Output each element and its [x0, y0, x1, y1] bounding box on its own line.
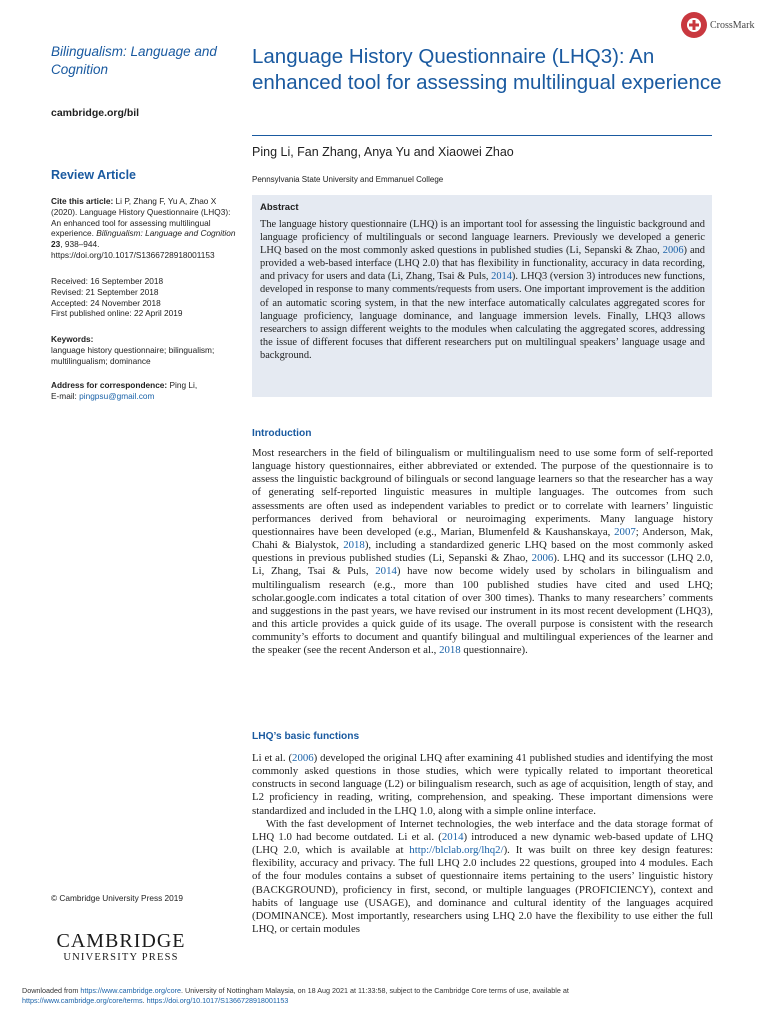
abstract-part: The language history questionnaire (LHQ) is an important tool for assessing the linguistic background and language proficiency of multilinguals or second language learners. Previously we developed a generic LHQ based on the most commonly asked questions in published studies (Li, Sepanski & Zhao,	[260, 219, 705, 257]
text-part: ), including a standardized generic LHQ based on the most commonly asked questions in previous published studies (Li, Sepanski & Zhao,	[252, 539, 713, 565]
revised-date: Revised: 21 September 2018	[51, 286, 159, 297]
journal-site[interactable]: cambridge.org/bil	[51, 107, 140, 119]
footer-link-terms[interactable]: https://www.cambridge.org/core/terms	[22, 995, 143, 1005]
affiliation: Pennsylvania State University and Emmanuel College	[252, 175, 444, 184]
footer-link-core[interactable]: https://www.cambridge.org/core	[80, 986, 182, 995]
cite-volume: 23	[51, 239, 61, 250]
journal-name: Bilingualism: Language and Cognition	[51, 44, 217, 77]
authors: Ping Li, Fan Zhang, Anya Yu and Xiaowei Zhao	[252, 145, 514, 159]
accepted-date: Accepted: 24 November 2018	[51, 297, 161, 308]
correspondence-block	[51, 380, 241, 402]
text-part: ) introduced a new dynamic web-based update of LHQ (LHQ 2.0, which is available at	[252, 830, 713, 857]
cite-pages-doi[interactable]: , 938–944. https://doi.org/10.1017/S1366728918001153	[51, 239, 215, 260]
cite-text: Li P, Zhang F, Yu A, Zhao X (2020). Language History Questionnaire (LHQ3): An enhanced tool for assessing multilingual experience.	[51, 196, 231, 239]
keywords-list: language history questionnaire; bilingualism; multilingualism; dominance	[51, 344, 215, 366]
ref-link[interactable]: 2014	[441, 830, 464, 843]
publisher-line1: CAMBRIDGE	[56, 930, 186, 952]
email-link[interactable]: pingpsu@gmail.com	[79, 390, 155, 401]
text-part: Li et al. (	[252, 752, 293, 764]
footer-link-doi[interactable]: https://doi.org/10.1017/S1366728918001153	[146, 995, 289, 1005]
crossmark-icon	[681, 12, 707, 38]
ref-link[interactable]: 2006	[292, 752, 314, 764]
dates-block	[51, 276, 241, 319]
basic-functions-body	[252, 752, 713, 936]
abstract-box	[252, 195, 712, 397]
footer-text: .	[142, 995, 147, 1005]
url-link[interactable]: http://blclab.org/lhq2/	[409, 844, 504, 857]
abstract-part: ) and provided a web-based interface (LHQ 2.0) that has flexibility in functionality, accuracy in data recording, and privacy for users and data (Li, Zhang, Tsai & Puls,	[260, 245, 706, 283]
ref-link[interactable]: 2018	[439, 644, 461, 657]
article-type: Review Article	[51, 168, 136, 182]
paragraph	[252, 752, 713, 818]
text-part: ). It was built on three key design features: flexibility, accuracy and privacy. The full LHQ 2.0 includes 22 questions, grouped into 4 modules. Each of the four modules contains a subset of questionnaire items pertaining to the users’ linguistic history (BACKGROUND), proficiency in first, second, or multiple languages (PROFICIENCY), context and habits of language use (USAGE), and dominance and cultural identity of the languages acquired (DOMINANCE). Most importantly, researchers using LHQ 2.0 have the flexibility to use either the full LHQ, or certain modules	[252, 844, 713, 936]
text-part: questionnaire).	[460, 644, 528, 657]
text-part: ) developed the original LHQ after examining 41 published studies and identifying the most commonly asked questions in those studies, which were typically related to important theoretical constructs in second language (L2) or bilingualism research, such as age of acquisition, length of stay, and L2 proficiency in reading, writing, comprehension, and speaking. These important dimensions were standardized and included in the LHQ 1.0, along with a simple online interface.	[252, 752, 713, 817]
ref-link[interactable]: 2007	[614, 525, 636, 538]
article-title: Language History Questionnaire (LHQ3): An enhanced tool for assessing multilingual experience	[252, 45, 722, 94]
ref-link[interactable]: 2006	[662, 245, 684, 257]
copyright: © Cambridge University Press 2019	[51, 893, 184, 903]
publisher-logo	[51, 930, 191, 964]
download-footer	[22, 986, 752, 1005]
keywords-block	[51, 334, 241, 366]
email-label: E-mail:	[51, 390, 80, 401]
section-heading-basic-functions: LHQ’s basic functions	[252, 731, 360, 742]
published-date: First published online: 22 April 2019	[51, 308, 183, 319]
text-part: With the fast development of Internet technologies, the web interface and the data storage format of LHQ 1.0 had become outdated. Li et al. (	[252, 817, 713, 843]
title-divider	[252, 135, 712, 136]
correspondence-label: Address for correspondence:	[51, 380, 168, 390]
received-date: Received: 16 September 2018	[51, 276, 164, 286]
footer-text: . University of Nottingham Malaysia, on 18 Aug 2021 at 11:33:58, subject to the Cambridge Core terms of use, available at	[181, 986, 569, 995]
section-heading-introduction: Introduction	[252, 428, 312, 439]
cite-label: Cite this article:	[51, 196, 114, 206]
footer-text: Downloaded from	[22, 986, 81, 995]
abstract-heading: Abstract	[260, 202, 299, 213]
ref-link[interactable]: 2018	[343, 539, 365, 552]
ref-link[interactable]: 2006	[531, 552, 554, 565]
paragraph	[252, 818, 713, 936]
abstract-text	[260, 218, 705, 362]
text-part: ; Anderson, Mak, Chahi & Bialystok,	[252, 525, 713, 552]
text-part: ) have now become widely used by scholars in bilingualism and multilingualism research (e.g., more than 100 published studies have cited and used LHQ; scholar.google.com indicates a total citation of over 300 times). Thanks to many researchers’ comments and suggestions in the past years, we have revised our instrument in its most recent development (LHQ3), and this article provides a quick guide of its usage. The overall purpose is consistent with the research community’s efforts to document and quantify bilingual and multilingual experiences of the learner and the speaker (see the recent Anderson et al.,	[252, 565, 713, 657]
ref-link[interactable]: 2014	[491, 271, 512, 283]
cite-journal: Bilingualism: Language and Cognition	[96, 228, 236, 239]
crossmark-badge[interactable]	[681, 12, 754, 38]
crossmark-label: CrossMark	[710, 19, 755, 31]
keywords-label: Keywords:	[51, 334, 94, 344]
introduction-body	[252, 447, 713, 658]
text-part: Most researchers in the field of bilingualism or multilingualism need to use some form of self-reported language history questionnaires, either abbreviated or extended. The purpose of the questionnaire is to assess the linguistic background of bilinguals or second language learners so that the researcher has a way of generating self-reported linguistic measures in multiple languages. The outcomes from such assessments are often used as independent variables to predict or to correlate with learners’ linguistic performances derived from behavioral or neuroimaging experiments. Many language history questionnaires have been developed (e.g., Marian, Blumenfeld & Kaushanskaya,	[252, 447, 713, 538]
text-part: ). LHQ and its successor (LHQ 2.0, Li, Zhang, Tsai & Puls,	[252, 552, 713, 578]
correspondence-name: Ping Li,	[167, 380, 198, 390]
paragraph	[252, 447, 713, 658]
ref-link[interactable]: 2014	[375, 565, 397, 578]
publisher-line2: UNIVERSITY PRESS	[63, 952, 179, 963]
citation-block	[51, 196, 241, 261]
abstract-part: ). LHQ3 (version 3) introduces new functions, developed in response to many comments/requests from users. One important improvement is the addition of an automatic scoring system, in that the new interface automatically calculates aggregated scores for language proficiency, language dominance, and language immersion levels. Finally, LHQ3 allows researchers to assign different weights to the modules when calculating the aggregated scores, addressing the issue of different focuses that different researchers put on multilingual speakers’ language usage and background.	[260, 271, 705, 361]
